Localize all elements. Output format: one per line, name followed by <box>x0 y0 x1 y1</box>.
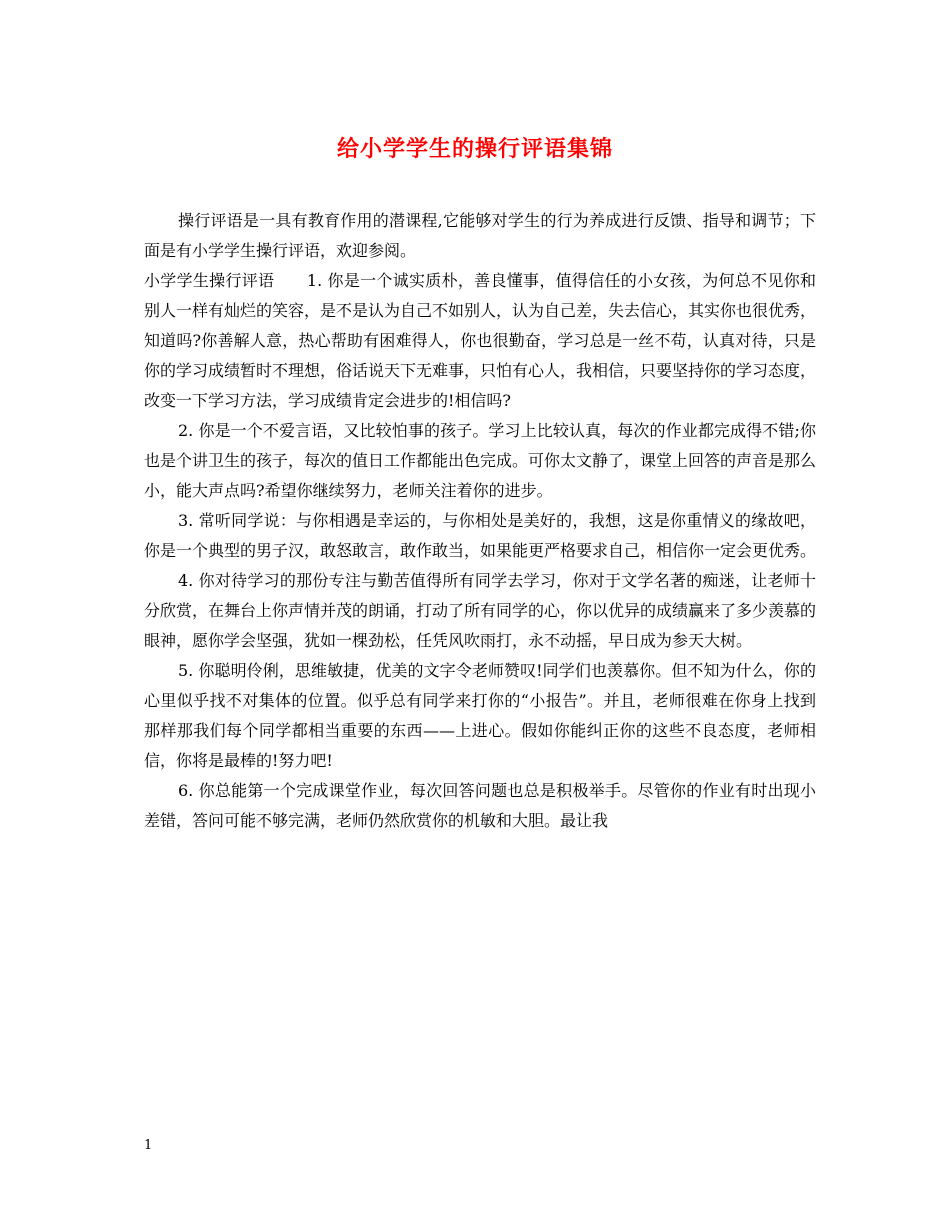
paragraph-intro: 操行评语是一具有教育作用的潜课程,它能够对学生的行为养成进行反馈、指导和调节；下面是有小学学生操行评语，欢迎参阅。 <box>144 211 816 260</box>
paragraph-6: 6. 你总能第一个完成课堂作业，每次回答问题也总是积极举手。尽管你的作业有时出现小差错，答问可能不够完满，老师仍然欣赏你的机敏和大胆。最让我 <box>144 781 816 830</box>
paragraph-5: 5. 你聪明伶俐，思维敏捷，优美的文字令老师赞叹!同学们也羡慕你。但不知为什么，你的心里似乎找不对集体的位置。似乎总有同学来打你的“小报告”。并且，老师很难在你身上找到那样那我们每个同学都相当重要的东西——上进心。假如你能纠正你的这些不良态度，老师相信，你将是最棒的!努力吧! <box>144 661 816 770</box>
paragraph-3: 3. 常听同学说：与你相遇是幸运的，与你相处是美好的，我想，这是你重情义的缘故吧，你是一个典型的男子汉，敢怒敢言，敢作敢当，如果能更严格要求自己，相信你一定会更优秀。 <box>144 511 817 560</box>
paragraph-2: 2. 你是一个不爱言语，又比较怕事的孩子。学习上比较认真，每次的作业都完成得不错;你也是个讲卫生的孩子，每次的值日工作都能出色完成。可你太文静了，课堂上回答的声音是那么小，能大声点吗?希望你继续努力，老师关注着你的进步。 <box>144 421 817 500</box>
paragraph-4: 4. 你对待学习的那份专注与勤苦值得所有同学去学习，你对于文学名著的痴迷，让老师十分欣赏，在舞台上你声情并茂的朗诵，打动了所有同学的心，你以优异的成绩赢来了多少羡慕的眼神，愿你学会坚强，犹如一棵劲松，任凭风吹雨打，永不动摇，早日成为参天大树。 <box>144 571 817 650</box>
page-number: 1 <box>144 1138 153 1153</box>
paragraph-1: 小学学生操行评语 1. 你是一个诚实质朴，善良懂事，值得信任的小女孩，为何总不见你和别人一样有灿烂的笑容，是不是认为自己不如别人，认为自己差，失去信心，其实你也很优秀，知道吗?你善解人意，热心帮助有困难得人，你也很勤奋，学习总是一丝不苟，认真对待，只是你的学习成绩暂时不理想，俗话说天下无难事，只怕有心人，我相信，只要坚持你的学习态度，改变一下学习方法，学习成绩肯定会进步的!相信吗? <box>144 271 817 410</box>
document-body <box>144 206 816 836</box>
document-title: 给小学学生的操行评语集锦 <box>336 136 613 162</box>
